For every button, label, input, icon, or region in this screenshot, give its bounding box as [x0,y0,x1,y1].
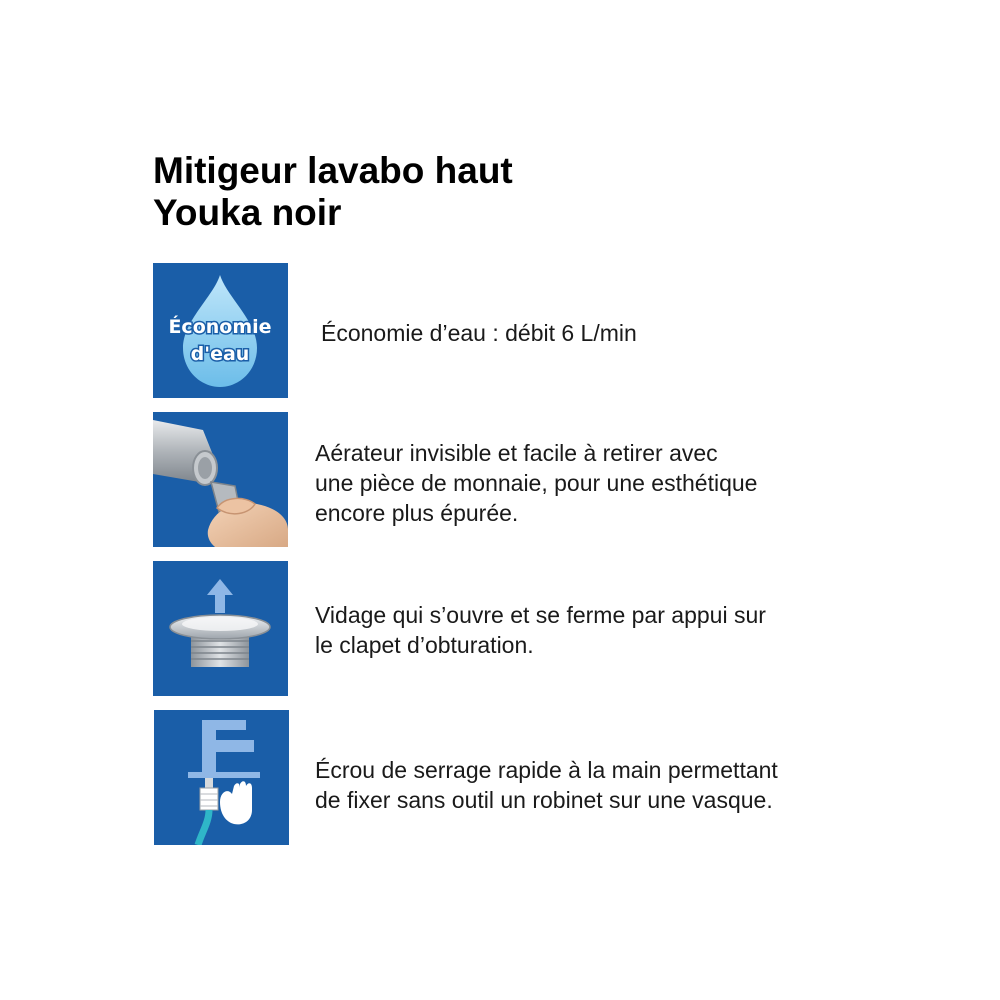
feature-line: Vidage qui s’ouvre et se ferme par appui sur [315,602,766,628]
water-saving-drop-icon [153,263,288,398]
feature-line: une pièce de monnaie, pour une esthétique [315,470,758,496]
feature-line: Écrou de serrage rapide à la main permettant [315,757,778,783]
aerator-coin-icon [153,412,288,547]
water-saving-label-line-2: d'eau [190,343,250,365]
feature-line: de fixer sans outil un robinet sur une vasque. [315,787,773,813]
push-drain-icon [153,561,288,696]
product-title-line-1: Mitigeur lavabo haut [153,150,513,191]
feature-text-water-saving [321,318,637,348]
product-title [153,150,513,234]
feature-text-drain [315,600,766,660]
product-title-line-2: Youka noir [153,192,342,233]
feature-text-quick-nut [315,755,778,815]
feature-line: le clapet d’obturation. [315,632,534,658]
water-saving-label-line-1: Économie [168,316,272,338]
feature-text-aerator [315,438,757,528]
feature-line: Aérateur invisible et facile à retirer avec [315,440,718,466]
feature-line: Économie d’eau : débit 6 L/min [321,320,637,346]
feature-line: encore plus épurée. [315,500,519,526]
quick-nut-hand-icon [154,710,289,845]
